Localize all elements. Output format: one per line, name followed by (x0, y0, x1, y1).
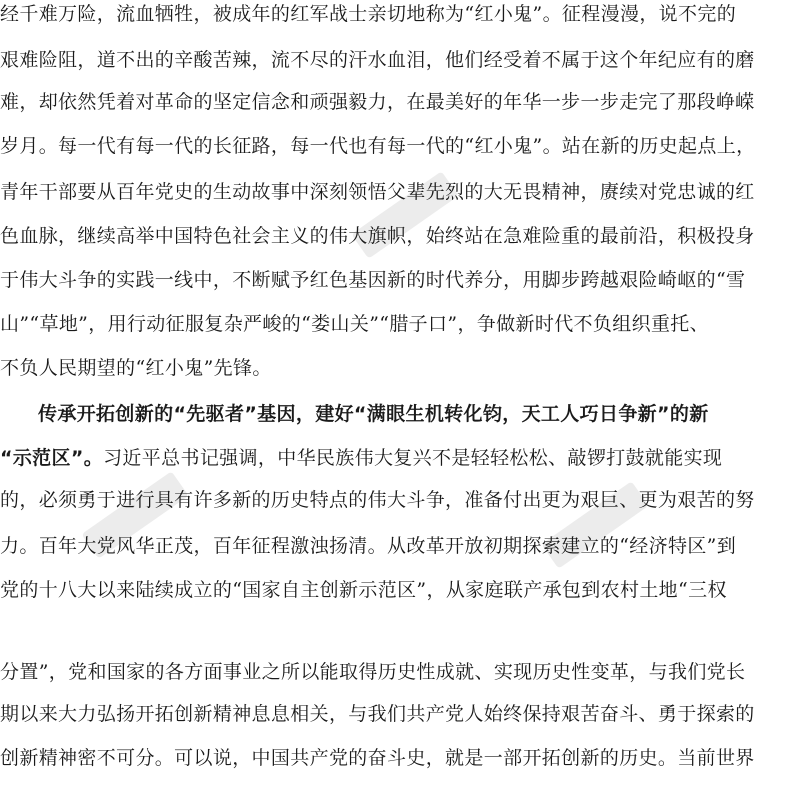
text-line: 难，却依然凭着对革命的坚定信念和顽强毅力，在最美好的年华一步一步走完了那段峥嵘 (0, 91, 755, 113)
text-line (0, 446, 800, 470)
section-heading-end: “示范区”。 (0, 447, 104, 469)
text-line: 力。百年大党风华正茂，百年征程激浊扬清。从改革开放初期探索建立的“经济特区”到 (0, 535, 737, 557)
text-line: 经千难万险，流血牺牲，被成年的红军战士亲切地称为“红小鬼”。征程漫漫，说不完的 (0, 3, 737, 25)
text-line: 岁月。每一代有每一代的长征路，每一代也有每一代的“红小鬼”。站在新的历史起点上， (0, 135, 756, 157)
text-line: 的，必须勇于进行具有许多新的历史特点的伟大斗争，准备付出更为艰巨、更为艰苦的努 (0, 489, 755, 511)
text-line: 色血脉，继续高举中国特色社会主义的伟大旗帜，始终站在急难险重的最前沿，积极投身 (0, 225, 755, 247)
text-line: 分置”，党和国家的各方面事业之所以能取得历史性成就、实现历史性变革，与我们党长 (0, 661, 746, 683)
text-line: 山”“草地”，用行动征服复杂严峻的“娄山关”“腊子口”，争做新时代不负组织重托、 (0, 313, 709, 335)
text-line: 党的十八大以来陆续成立的“国家自主创新示范区”，从家庭联产承包到农村土地“三权 (0, 579, 727, 601)
text-line-rest: 习近平总书记强调，中华民族伟大复兴不是轻轻松松、敲锣打鼓就能实现 (103, 447, 723, 469)
section-heading: 传承开拓创新的“先驱者”基因，建好“满眼生机转化钧，天工人巧日争新”的新 (38, 403, 709, 425)
text-line: 青年干部要从百年党史的生动故事中深刻领悟父辈先烈的大无畏精神，赓续对党忠诚的红 (0, 181, 755, 203)
text-line: 创新精神密不可分。可以说，中国共产党的奋斗史，就是一部开拓创新的历史。当前世界 (0, 747, 755, 769)
text-line: 艰难险阻，道不出的辛酸苦辣，流不尽的汗水血泪，他们经受着不属于这个年纪应有的磨 (0, 49, 755, 71)
text-line: 于伟大斗争的实践一线中，不断赋予红色基因新的时代养分，用脚步跨越艰险崎岖的“雪 (0, 269, 746, 291)
text-line: 不负人民期望的“红小鬼”先锋。 (0, 357, 272, 379)
text-line: 期以来大力弘扬开拓创新精神息息相关，与我们共产党人始终保持艰苦奋斗、勇于探索的 (0, 703, 755, 725)
